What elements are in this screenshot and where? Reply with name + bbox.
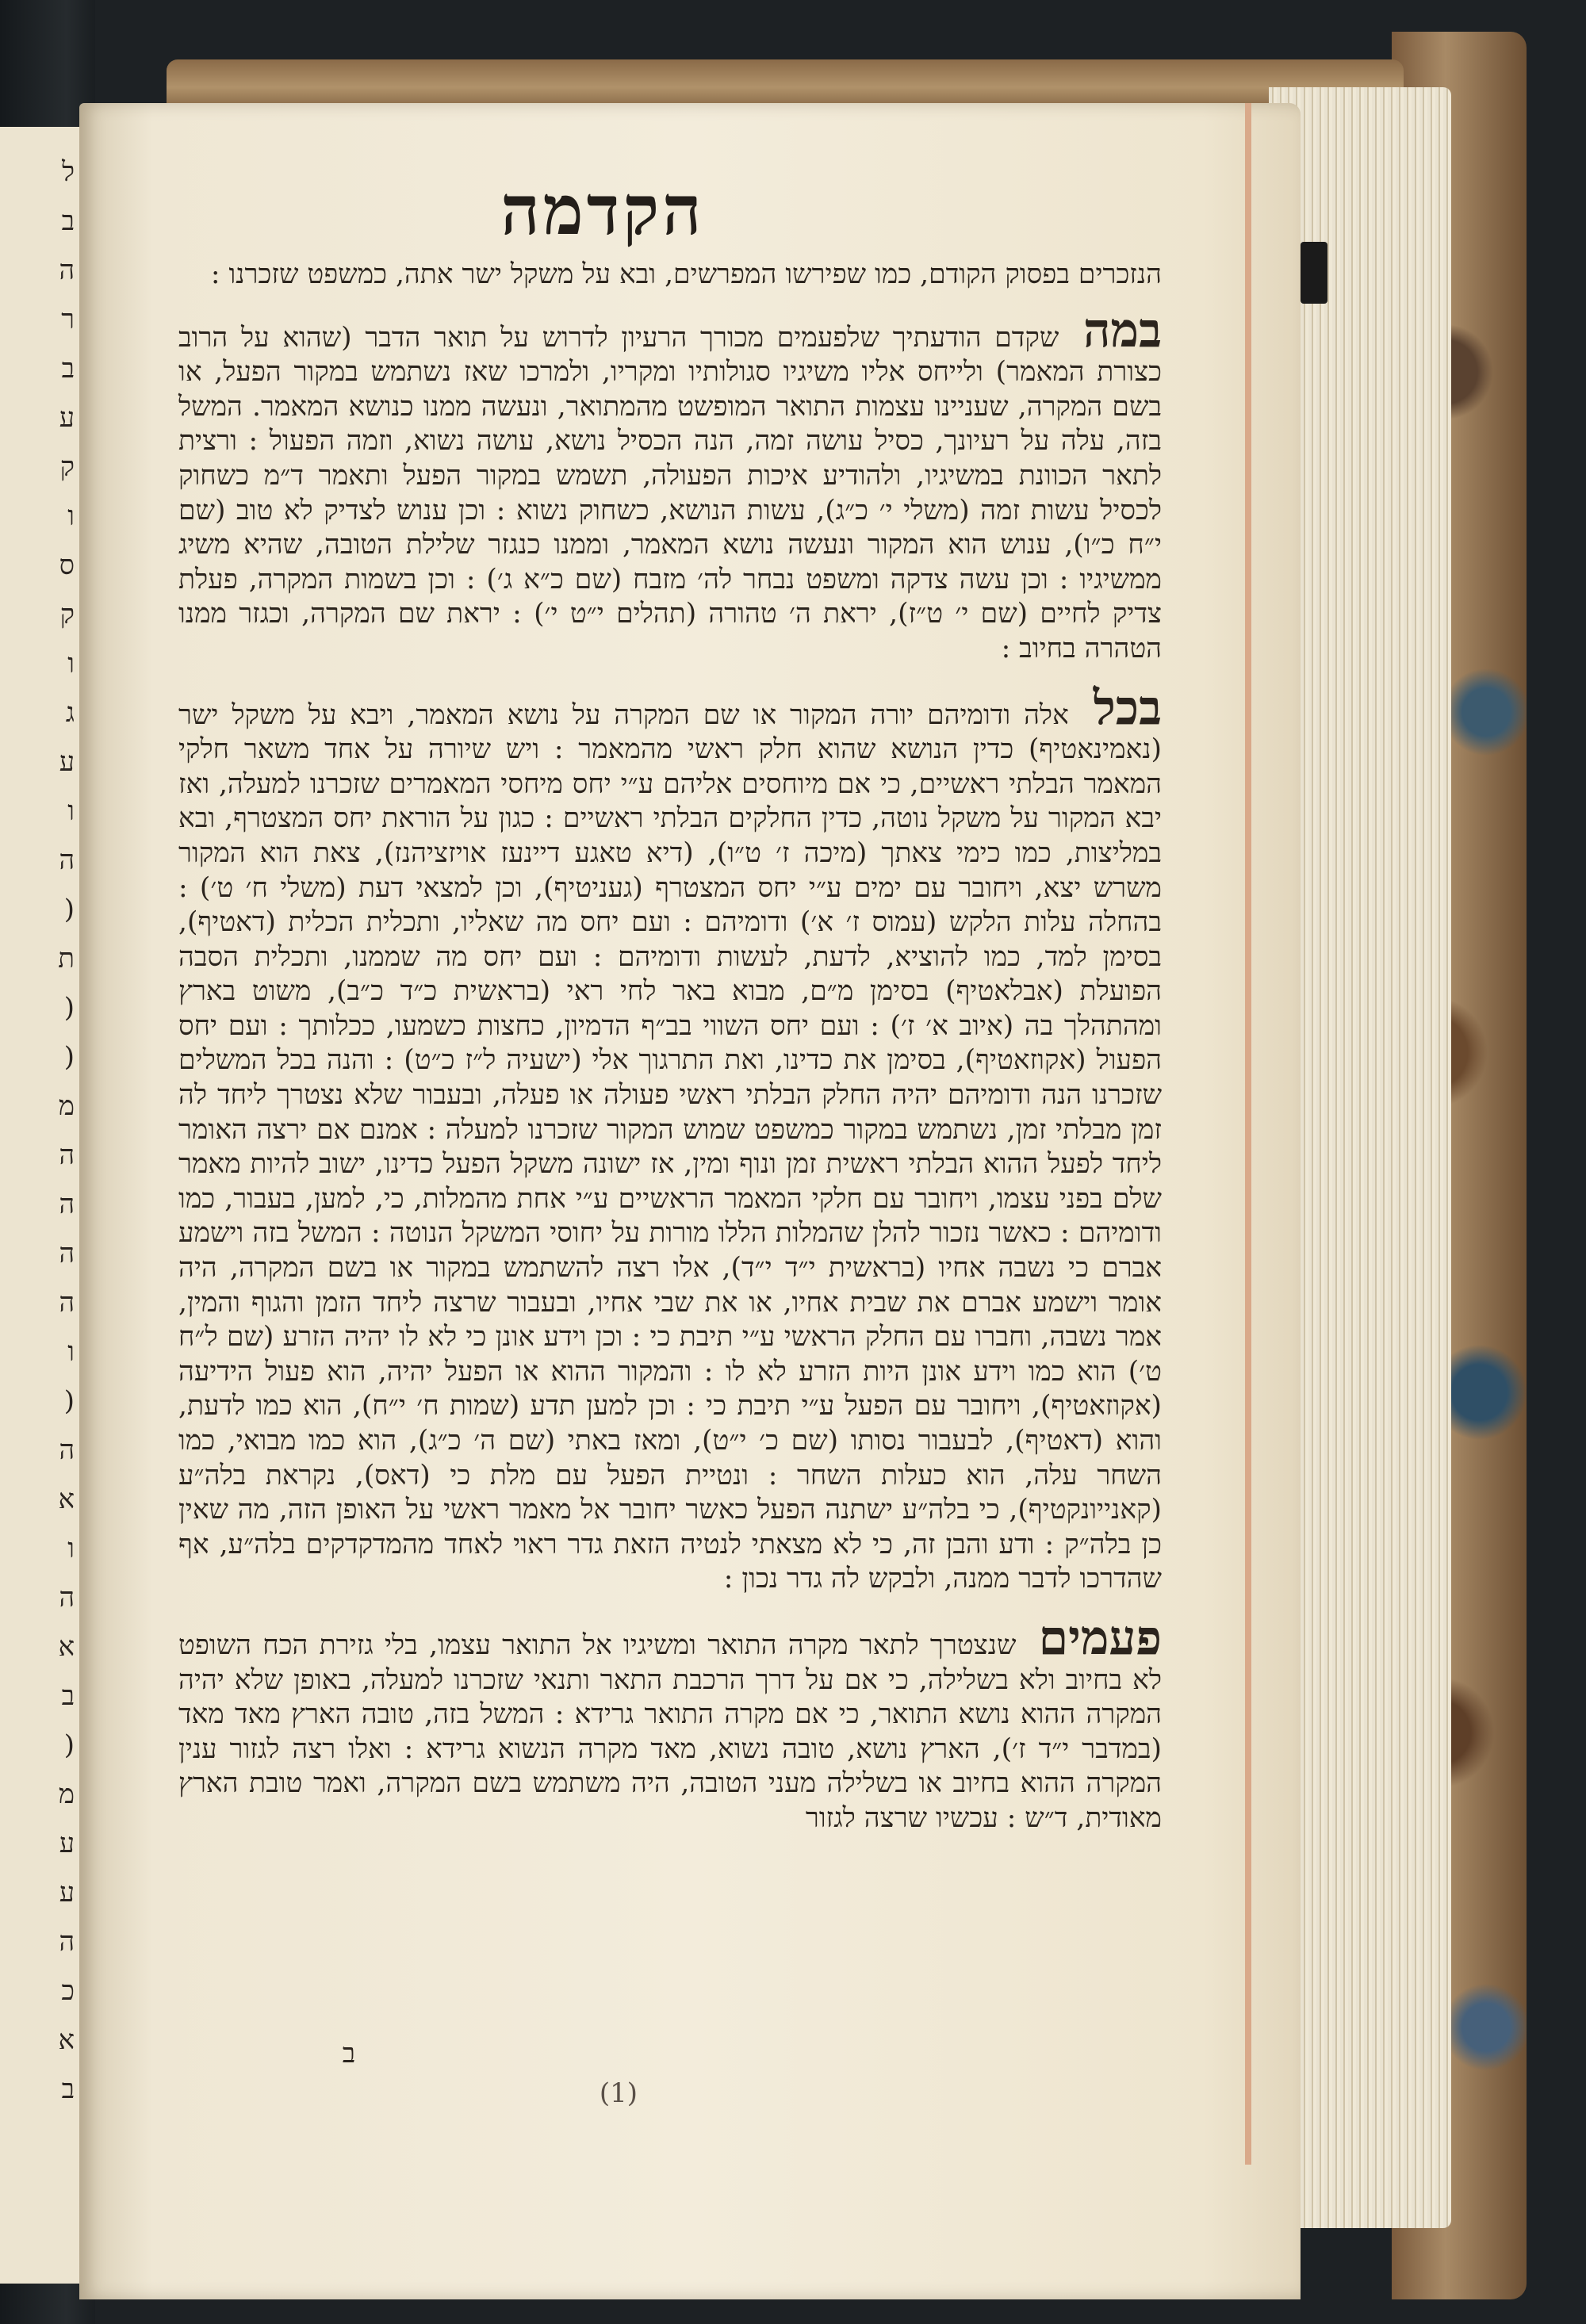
black-tab-marker — [1301, 242, 1327, 304]
paragraph-text: שקדם הודעתיך שלפעמים מכורך הרעיון לדרוש על תואר הדבר (שהוא על הרוב כצורת המאמר) ולייחס אליו משיגיו סגולותיו ומקריו, ולמרכו שאז נשתמש במקור הפעל, או בשם המקרה, שעניינו עצמות התואר המופשט מהמתואר, ונעשה ממנו כנושא המאמר. המשל בזה, עלה על רעיונך, כסיל עושה זמה, הנה הכסיל נושא, עושה נשוא, וזמה הפעול : ורצית לתאר הכוונת במשיגיו, ולהודיע איכות הפעולה, תשמש במקור הפעל ותאמר ד״מ כשחוק לכסיל עשות זמה (משלי י׳ כ״ג), עשות הנושא, כשחוק נשוא : וכן ענוש לצדיק לא טוב (שם י״ח כ״ו), ענוש הוא המקור ונעשה נושא המאמר, וממנו כנגזר שלילת הטובה, שהיא משיג ממשיגיו : וכן עשה צדקה ומשפט נבחר לה׳ מזבח (שם כ״א ג׳) : וכן בשמות המקרה, פעלת צדיק לחיים (שם י׳ ט״ז), יראת ה׳ טהורה (תהלים י״ט י׳) : יראת שם המקרה, וכגזר ממנו הטהרה בחיוב : — [178, 321, 1162, 664]
facing-page-letter: א — [58, 2024, 75, 2056]
paragraph-text: אלה ודומיהם יורה המקור או שם המקרה על נושא המאמר, ויבא על משקל ישר (נאמינאטיף) כדין הנושא שהוא חלק ראשי מהמאמר : ויש שיורה על אחד משאר חלקי המאמר הבלתי ראשיים, כי אם מיוחסים אליהם ע״י יחס מיחסי המאמרים שזכרנו למעלה, ואז יבא המקור על משקל נוטה, כדין החלקים הבלתי ראשיים : כגון על הוראת יחס המצטרף, ובא במליצות, כמו כימי צאתך (מיכה ז׳ ט״ו), (דיא טאגע דיינעז אויזציהנז), צאת הוא המקור משרש יצא, ויחובר עם ימים ע״י יחס המצטרף (געניטיף), וכן למצאי דעת (משלי ח׳ ט׳) : בהחלה עלות הלקש (עמוס ז׳ א׳) ודומיהם : ועם יחס מה שאליו, ותכלית הכלית (דאטיף), בסימן למד, כמו להוציא, לדעת, לעשות ודומיהם : ועם יחס מה שממנו, ותכלית הסבה הפועלת (אבלאטיף) בסימן מ״ם, מבוא באר לחי ראי (בראשית כ״ד כ״ב), משוט בארץ ומהתהלך בה (איוב א׳ ז׳) : ועם יחס השווי בב״ף הדמיון, כחצות כשמעו, ככלותך : ועם יחס הפעול (אקוזאטיף), בסימן את כדינו, ואת התרגוך אלי (ישעיה ל״ז כ״ט) : והנה בכל המשלים שזכרנו הנה ודומיהם יהיה החלק הבלתי ראשי פעולה או פעלה, ובעבור שלא נצטרך ליחד לה זמן מבלתי זמן, נשתמש במקור כמשפט שמוש המקור שזכרנו למעלה : אמנם אם ירצה האומר ליחד לפעל ההוא הבלתי ראשית זמן ונוף ומין, אז ישונה משקל הפעל כדינו, ישוב להיות מאמר שלם בפני עצמו, ויחובר עם חלקי המאמר הראשיים ע״י אחת מהמלות, כי, למען, בעבור, כמו ודומיהם : כאשר נזכור להלן שהמלות הללו מורות על יחוסי המשקל הנוטה : המשל בזה וישמע אברם כי נשבה אחיו (בראשית י״ד י״ד), אלו רצה להשתמש במקור או בשם המקרה, היה אומר וישמע אברם את שבית אחיו, או את שבי אחיו, ובעבור שרצה ליחד הזמן והגוף והמין, אמר נשבה, וחברו עם החלק הראשי ע״י תיבת כי : וכן וידע אונן כי לא לו יהיה הזרע (שם ל״ח ט׳) הוא כמו וידע אונן היות הזרע לא לו : והמקור ההוא או הפעל יהיה, הוא פעול הידיעה (אקוזאטיף), ויחובר עם הפעל ע״י תיבת כי : וכן למען תדע (שמות ח׳ י״ח), הוא כמו לדעת, והוא (דאטיף), לבעבור נסותו (שם כ׳ י״ט), ומאז באתי (שם ה׳ כ״ג), הוא כמו מבואי, כמו השחר עלה, הוא כעלות השחר : ונטיית הפעל עם מלת כי (דאס), נקראת בלה״ע (קאנייונקטיף), כי בלה״ע ישתנה הפעל כאשר יחובר אל מאמר ראשי על האופן הזה, מה שאין כן בלה״ק : ודע והבן זה, כי לא מצאתי לנטיה הזאת גדר ראוי לאחד מהמדקדקים בלה״ע, אף שהדרכו לדבר ממנה, ולבקש לה גדר נכון : — [178, 699, 1162, 1595]
facing-page-letter: ק — [59, 451, 75, 483]
facing-page-letter: ( — [63, 992, 75, 1024]
facing-page-letter: ע — [59, 1877, 75, 1909]
facing-page-letter: ה — [59, 1926, 75, 1958]
paragraph-3 — [178, 680, 1163, 1597]
drop-word: במה — [1083, 302, 1163, 358]
drop-word: פעמים — [1038, 1610, 1163, 1666]
facing-page-letter: ו — [67, 795, 75, 827]
facing-page-letter: ק — [59, 599, 75, 630]
paragraph-2 — [178, 302, 1163, 667]
facing-page-letter: ב — [61, 2073, 75, 2105]
facing-page-letter: כ — [61, 1975, 75, 2007]
paragraph-text: שנצטרך לתאר מקרה התואר ומשיגיו אל התואר עצמו, בלי גזירת הכח השופט לא בחיוב ולא בשלילה, כי אם על דרך הרכבת התאר ותנאי שזכרנו למעלה, באופן שלא יהיה המקרה ההוא נושא התואר, כי אם מקרה התואר גרידא : המשל בזה, טובה הארץ מאד מאד (במדבר י״ד ז׳), הארץ נושא, טובה נשוא, מאד מקרה הנשוא גרידא : ואלו רצה לגזור ענין המקרה ההוא בחיוב או בשלילה מעני הטובה, היה משתמש בשם המקרה, ואמר טובת הארץ מאודית, ד״ש : עכשיו שרצה לגזור — [178, 1629, 1162, 1834]
paragraph-1 — [178, 258, 1162, 293]
paragraph-text: הנזכרים בפסוק הקודם, כמו שפירשו המפרשים, ובא על משקל ישר אתה, כמשפט שזכרנו : — [210, 258, 1162, 290]
facing-page-letter: ס — [59, 549, 75, 581]
page-heading: הקדמה — [500, 170, 705, 251]
facing-page-letter: ( — [63, 1729, 75, 1761]
facing-page-letter: א — [58, 1484, 75, 1515]
facing-page-fragment — [0, 127, 79, 2284]
facing-page-letter: ה — [59, 1238, 75, 1269]
main-text — [178, 258, 1162, 1854]
facing-page-letter: ה — [59, 1582, 75, 1614]
facing-page-letter: ה — [59, 1434, 75, 1466]
facing-page-letter: ל — [62, 156, 75, 188]
drop-word: בכל — [1093, 680, 1163, 736]
facing-page-letter: ה — [59, 255, 75, 286]
facing-page-letter: ר — [61, 304, 75, 335]
facing-page-letter: ו — [67, 1533, 75, 1564]
facing-page-letter: ו — [67, 1336, 75, 1368]
facing-page-letter: ( — [63, 1041, 75, 1073]
facing-page-letter: ( — [63, 1385, 75, 1417]
facing-page-letter: ע — [59, 746, 75, 778]
facing-page-letter: ת — [58, 943, 75, 974]
facing-page-letter: ע — [59, 402, 75, 434]
facing-page-letter: ו — [67, 500, 75, 532]
facing-page-letter: ג — [65, 697, 75, 729]
facing-page-letter: ה — [59, 1139, 75, 1171]
paragraph-4 — [178, 1610, 1163, 1836]
signature-mark: (1) — [599, 2077, 638, 2109]
facing-page-letter: ה — [59, 844, 75, 876]
facing-page-letter: מ — [58, 1778, 75, 1810]
page-edge-line — [1245, 103, 1251, 2165]
facing-page-letter: ב — [61, 1680, 75, 1712]
facing-page-letter: ( — [63, 894, 75, 925]
folio-letter: ב — [342, 2038, 356, 2069]
facing-page-letter: ו — [67, 648, 75, 680]
facing-page-letter: ע — [59, 1828, 75, 1859]
facing-page-letter: ה — [59, 1189, 75, 1220]
facing-page-letter: ה — [59, 1287, 75, 1319]
facing-page-letter: ב — [61, 205, 75, 237]
facing-page-letter: ב — [61, 353, 75, 385]
facing-page-letter: מ — [58, 1090, 75, 1122]
facing-page-letter: א — [58, 1631, 75, 1663]
